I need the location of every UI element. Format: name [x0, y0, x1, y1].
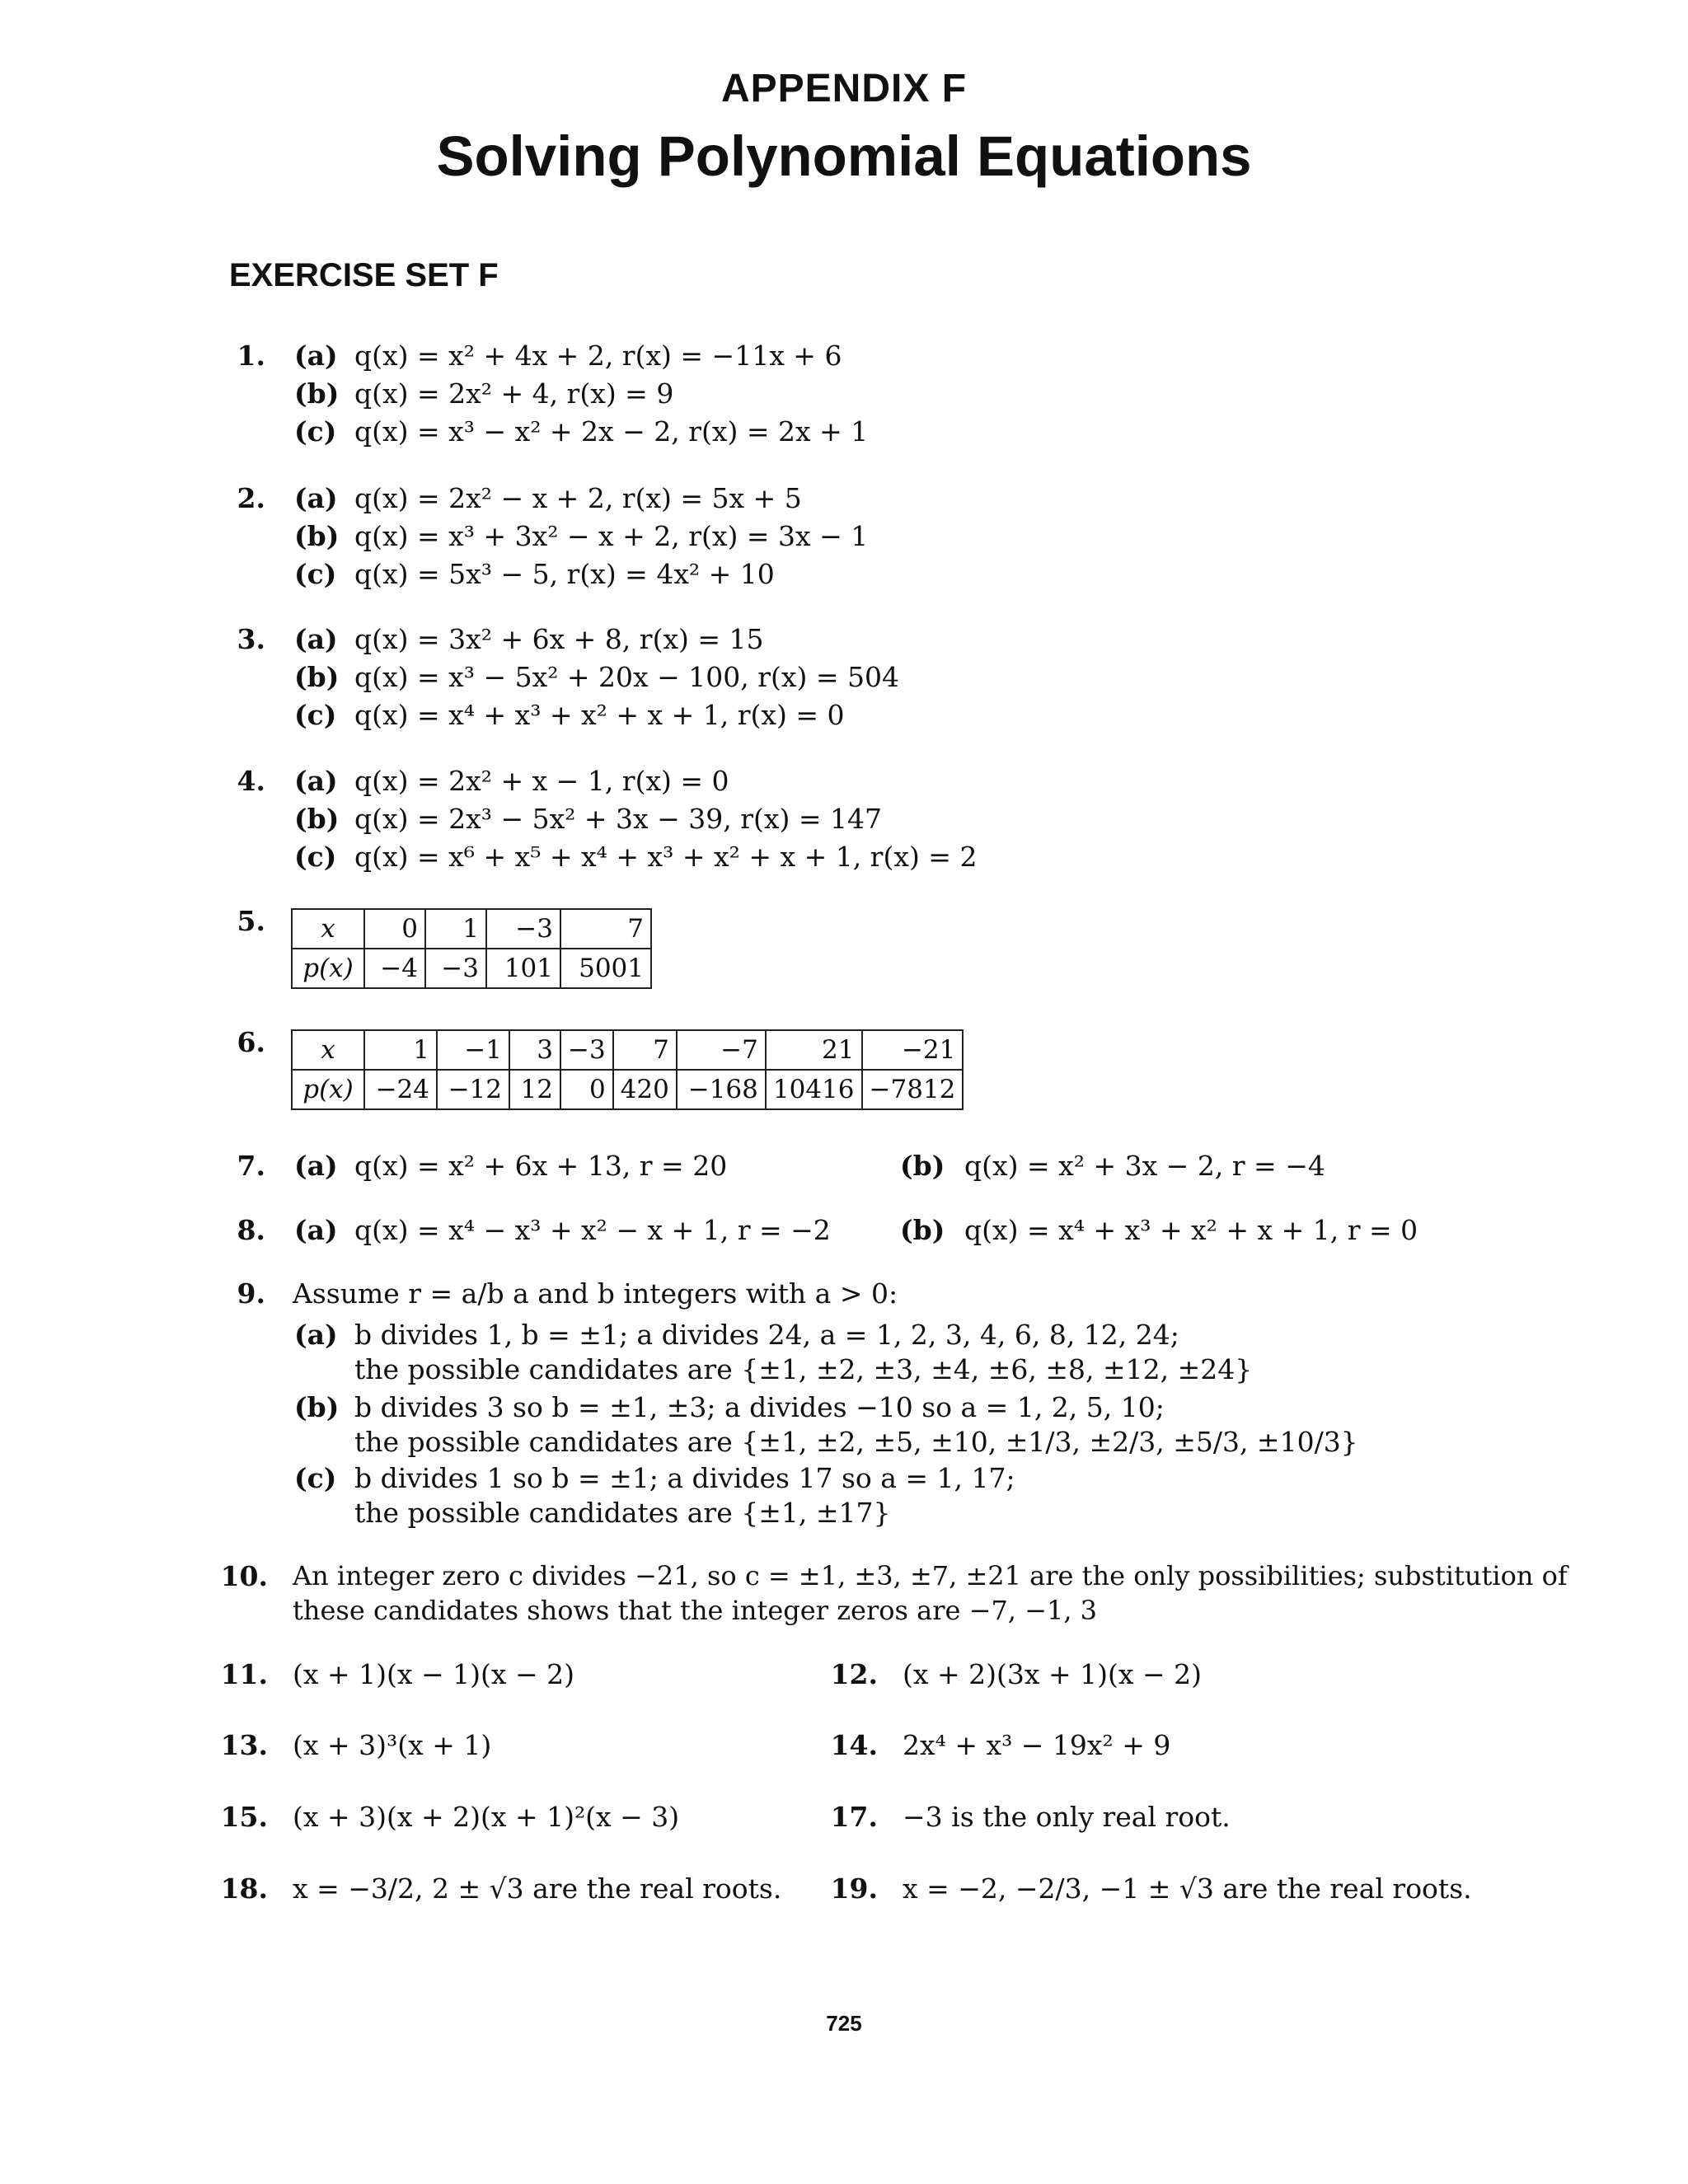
page-title: Solving Polynomial Equations	[436, 124, 1252, 188]
table-cell: −3	[425, 949, 486, 988]
table-cell: −168	[677, 1070, 766, 1109]
answer-text: q(x) = x³ − x² + 2x − 2, r(x) = 2x + 1	[354, 415, 869, 448]
answer-text: q(x) = x³ + 3x² − x + 2, r(x) = 3x − 1	[354, 520, 869, 552]
answer-text: the possible candidates are {±1, ±17}	[354, 1497, 891, 1529]
exercise-number: 19.	[830, 1872, 878, 1905]
page-number: 725	[826, 2011, 862, 2036]
answer-text: Assume r = a/b a and b integers with a > 0:	[293, 1277, 898, 1310]
table-cell: −1	[437, 1030, 509, 1070]
table-cell: −4	[364, 949, 425, 988]
exercise-number: 13.	[220, 1729, 268, 1761]
table-cell: 21	[766, 1030, 862, 1070]
exercise-number: 15.	[220, 1801, 268, 1833]
exercise-number: 14.	[830, 1729, 878, 1761]
table-row	[292, 949, 651, 988]
table-row	[292, 1030, 963, 1070]
table-cell: −24	[364, 1070, 437, 1109]
table-cell: −21	[862, 1030, 964, 1070]
values-table-6	[291, 1029, 964, 1110]
answer-text: q(x) = x⁶ + x⁵ + x⁴ + x³ + x² + x + 1, r(x) = 2	[354, 841, 978, 873]
answer-text: b divides 1, b = ±1; a divides 24, a = 1, 2, 3, 4, 6, 8, 12, 24;	[354, 1319, 1179, 1351]
answer-text: (x + 3)³(x + 1)	[293, 1729, 492, 1761]
exercise-number: 6.	[237, 1026, 265, 1058]
table-cell: −3	[486, 909, 560, 949]
answer-text: q(x) = 2x³ − 5x² + 3x − 39, r(x) = 147	[354, 803, 883, 835]
exercise-number: 8.	[237, 1214, 265, 1246]
exercise-number: 9.	[237, 1277, 265, 1310]
exercise-number: 2.	[237, 482, 265, 514]
exercise-number: 4.	[237, 765, 265, 797]
table-cell: 1	[425, 909, 486, 949]
part-label: (b)	[900, 1214, 945, 1246]
answer-text: q(x) = 2x² + 4, r(x) = 9	[354, 377, 674, 410]
answer-text: q(x) = x⁴ + x³ + x² + x + 1, r(x) = 0	[354, 699, 845, 731]
answer-text: x = −3/2, 2 ± √3 are the real roots.	[293, 1872, 782, 1905]
answer-text: −3 is the only real root.	[903, 1801, 1231, 1833]
exercise-number: 1.	[237, 340, 265, 372]
table-cell: 12	[509, 1070, 560, 1109]
appendix-label: APPENDIX F	[720, 67, 968, 110]
part-label: (a)	[294, 482, 338, 514]
table-header-p: p(x)	[292, 949, 364, 988]
exercise-number: 7.	[237, 1150, 265, 1182]
part-label: (b)	[294, 377, 340, 410]
part-label: (c)	[294, 699, 337, 731]
part-label: (c)	[294, 415, 337, 448]
table-row	[292, 909, 651, 949]
table-cell: 1	[364, 1030, 437, 1070]
table-cell: 10416	[766, 1070, 862, 1109]
part-label: (b)	[294, 803, 340, 835]
table-cell: −7812	[862, 1070, 964, 1109]
table-cell: −12	[437, 1070, 509, 1109]
part-label: (c)	[294, 841, 337, 873]
table-cell: 3	[509, 1030, 560, 1070]
answer-text: q(x) = x² + 3x − 2, r = −4	[964, 1150, 1325, 1182]
answer-text: q(x) = 2x² + x − 1, r(x) = 0	[354, 765, 729, 797]
answer-text: 2x⁴ + x³ − 19x² + 9	[903, 1729, 1171, 1761]
answer-text: q(x) = 3x² + 6x + 8, r(x) = 15	[354, 623, 764, 655]
answer-text: q(x) = 2x² − x + 2, r(x) = 5x + 5	[354, 482, 802, 514]
table-cell: 5001	[560, 949, 651, 988]
part-label: (a)	[294, 1214, 338, 1246]
table-cell: 7	[560, 909, 651, 949]
exercise-number: 11.	[220, 1658, 268, 1690]
part-label: (a)	[294, 623, 338, 655]
exercise-number: 12.	[830, 1658, 878, 1690]
answer-text: q(x) = x⁴ + x³ + x² + x + 1, r = 0	[964, 1214, 1418, 1246]
table-cell: 0	[364, 909, 425, 949]
answer-text: b divides 3 so b = ±1, ±3; a divides −10 so a = 1, 2, 5, 10;	[354, 1391, 1165, 1423]
table-cell: −3	[560, 1030, 613, 1070]
part-label: (a)	[294, 765, 338, 797]
answer-text: these candidates shows that the integer zeros are −7, −1, 3	[293, 1595, 1098, 1626]
answer-text: (x + 3)(x + 2)(x + 1)²(x − 3)	[293, 1801, 680, 1833]
answer-text: q(x) = x² + 6x + 13, r = 20	[354, 1150, 728, 1182]
part-label: (a)	[294, 1319, 338, 1351]
answer-text: (x + 2)(3x + 1)(x − 2)	[903, 1658, 1202, 1690]
part-label: (c)	[294, 558, 337, 590]
answer-text: q(x) = x² + 4x + 2, r(x) = −11x + 6	[354, 340, 842, 372]
table-cell: 101	[486, 949, 560, 988]
answer-text: b divides 1 so b = ±1; a divides 17 so a = 1, 17;	[354, 1462, 1015, 1494]
answer-text: x = −2, −2/3, −1 ± √3 are the real roots.	[903, 1872, 1472, 1905]
answer-text: q(x) = 5x³ − 5, r(x) = 4x² + 10	[354, 558, 775, 590]
part-label: (c)	[294, 1462, 337, 1494]
table-cell: 7	[613, 1030, 677, 1070]
table-cell: 0	[560, 1070, 613, 1109]
answer-text: the possible candidates are {±1, ±2, ±5, ±10, ±1/3, ±2/3, ±5/3, ±10/3}	[354, 1426, 1358, 1458]
answer-text: (x + 1)(x − 1)(x − 2)	[293, 1658, 574, 1690]
part-label: (b)	[294, 1391, 340, 1423]
answer-text: the possible candidates are {±1, ±2, ±3, ±4, ±6, ±8, ±12, ±24}	[354, 1353, 1253, 1385]
table-row	[292, 1070, 963, 1109]
exercise-number: 18.	[220, 1872, 268, 1905]
part-label: (b)	[900, 1150, 945, 1182]
exercise-set-heading: EXERCISE SET F	[229, 257, 499, 293]
part-label: (b)	[294, 520, 340, 552]
exercise-number: 17.	[830, 1801, 878, 1833]
table-cell: −7	[677, 1030, 766, 1070]
answer-text: q(x) = x³ − 5x² + 20x − 100, r(x) = 504	[354, 661, 899, 693]
table-header-p: p(x)	[292, 1070, 364, 1109]
answer-text: q(x) = x⁴ − x³ + x² − x + 1, r = −2	[354, 1214, 831, 1246]
table-header-x: x	[292, 909, 364, 949]
table-header-x: x	[292, 1030, 364, 1070]
part-label: (a)	[294, 340, 338, 372]
exercise-number: 5.	[237, 905, 265, 937]
values-table-5	[291, 908, 652, 989]
table-cell: 420	[613, 1070, 677, 1109]
exercise-number: 3.	[237, 623, 265, 655]
part-label: (b)	[294, 661, 340, 693]
part-label: (a)	[294, 1150, 338, 1182]
answer-text: An integer zero c divides −21, so c = ±1, ±3, ±7, ±21 are the only possibilities; substitution of	[293, 1560, 1568, 1591]
exercise-number: 10.	[220, 1560, 268, 1592]
